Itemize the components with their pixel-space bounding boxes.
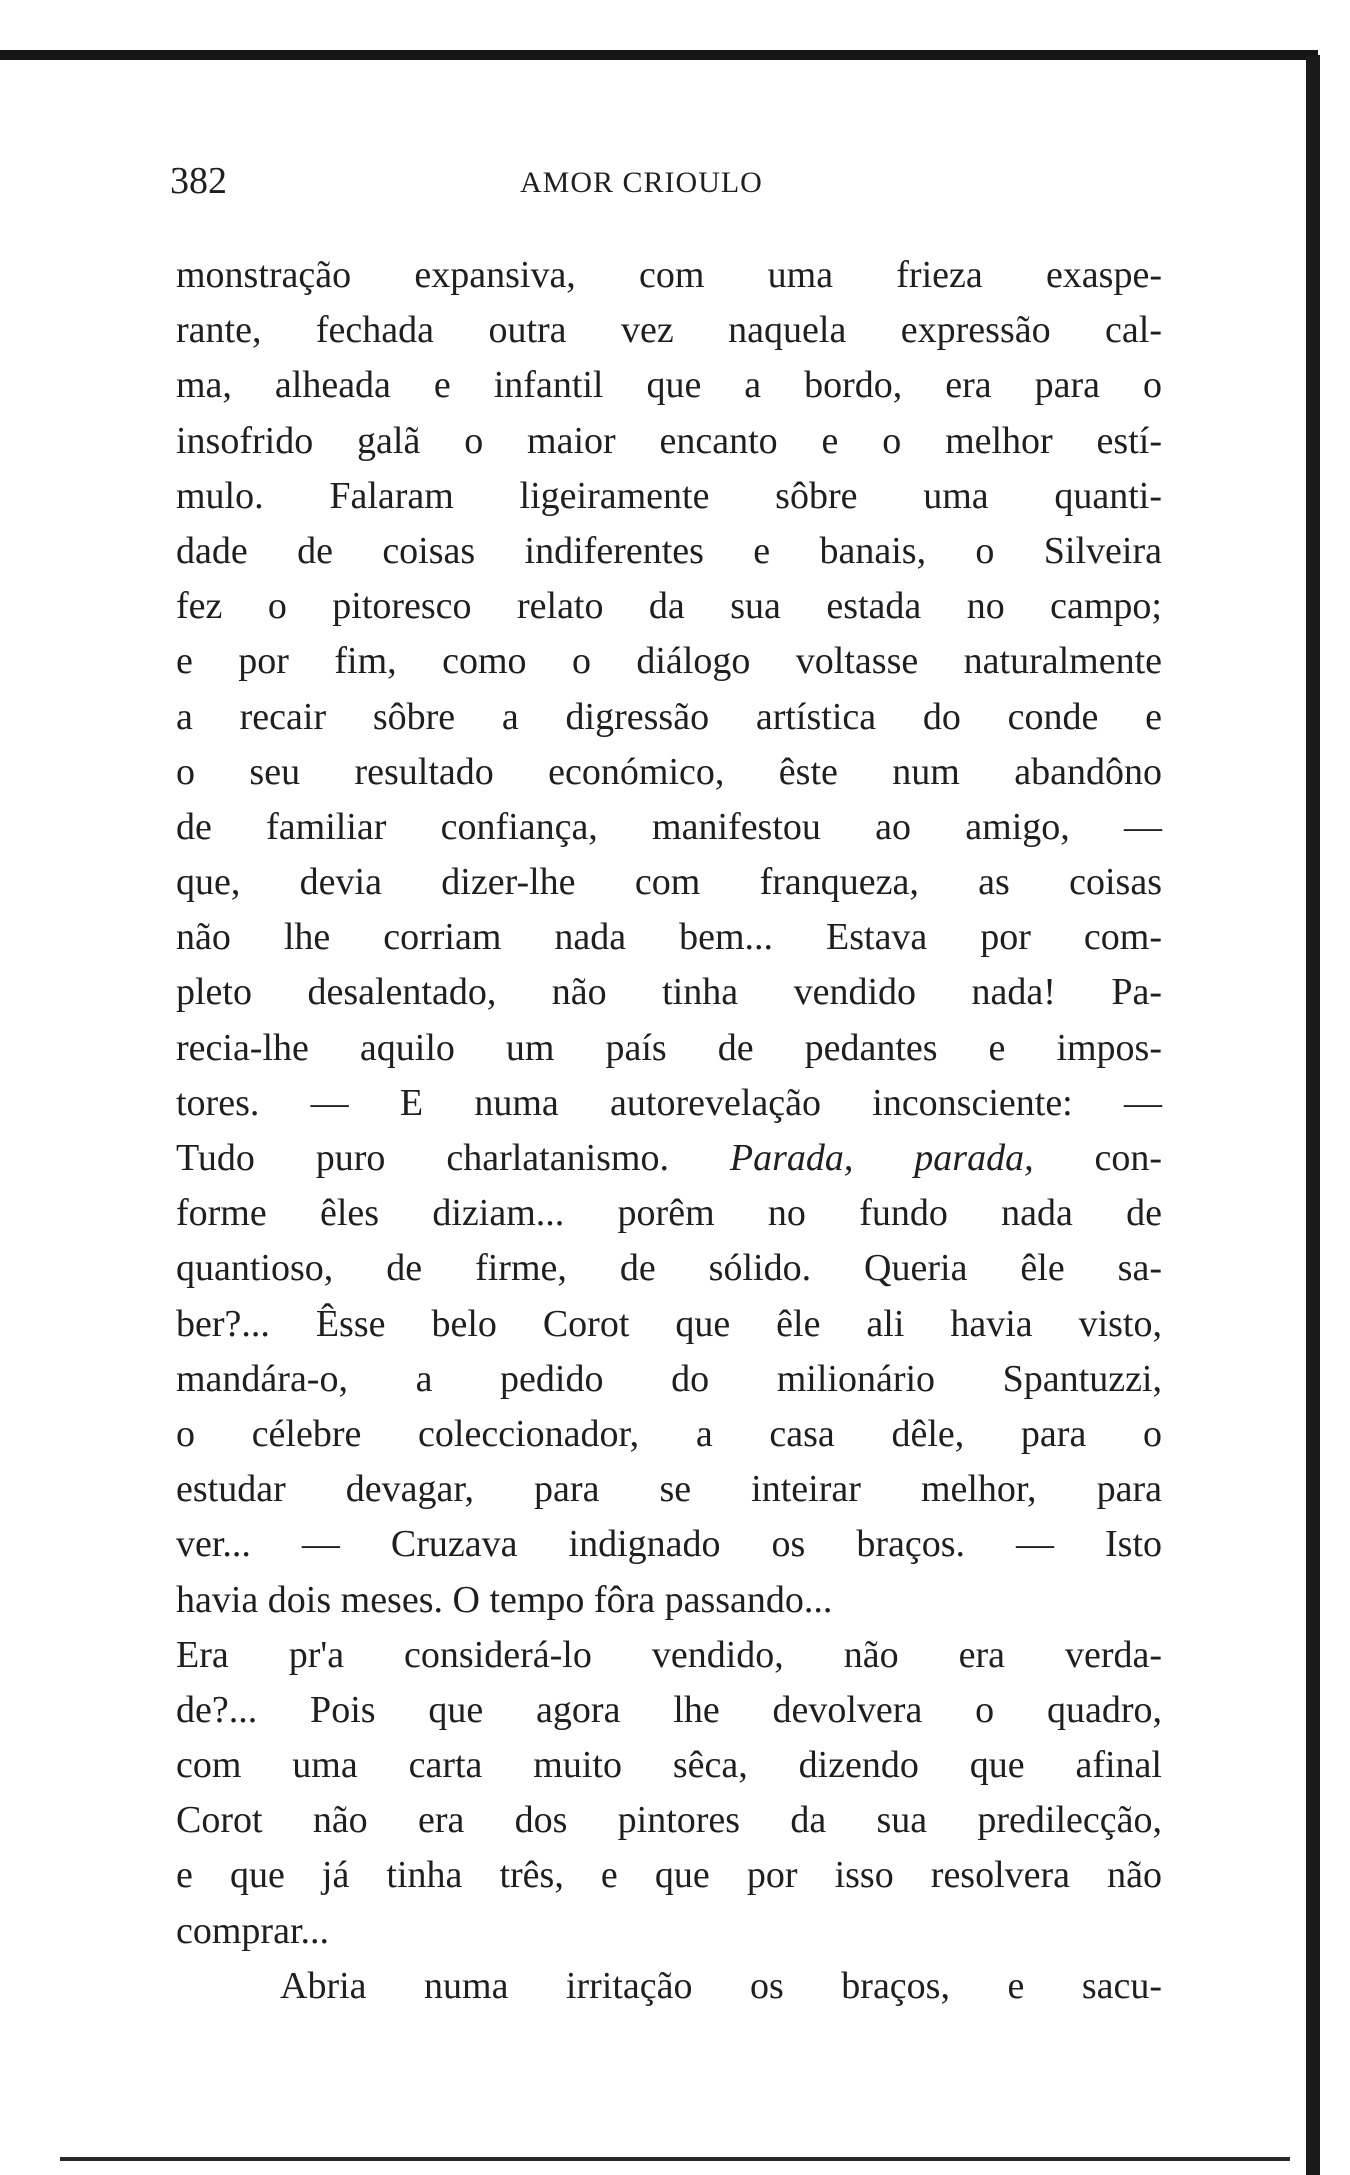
right-page-edge-shadow (1306, 55, 1320, 2175)
text-line: recia-lhe aquilo um país de pedantes e impos- (176, 1026, 1162, 1069)
text-line: Corot não era dos pintores da sua predilecção, (176, 1799, 1162, 1842)
text-line: ma, alheada e infantil que a bordo, era para o (176, 364, 1162, 407)
text-line: e por fim, como o diálogo voltasse naturalmente (176, 640, 1162, 683)
text-line: rante, fechada outra vez naquela expressão cal- (176, 309, 1162, 352)
text-line: fez o pitoresco relato da sua estada no campo; (176, 585, 1162, 628)
top-page-edge-rule (0, 50, 1318, 60)
text-line-with-italic (176, 1131, 1162, 1186)
text-line: Era pr'a considerá-lo vendido, não era verda- (176, 1633, 1162, 1676)
text-line: de?... Pois que agora lhe devolvera o quadro, (176, 1688, 1162, 1731)
text-line: ver... — Cruzava indignado os braços. — Isto (176, 1523, 1162, 1566)
text-line: pleto desalentado, não tinha vendido nada! Pa- (176, 971, 1162, 1014)
text-line-paragraph-start: Abria numa irritação os braços, e sacu- (280, 1964, 1162, 2007)
italic-text-run: Parada, parada, (729, 1137, 1034, 1179)
text-line: dade de coisas indiferentes e banais, o Silveira (176, 529, 1162, 572)
text-line: que, devia dizer-lhe com franqueza, as coisas (176, 861, 1162, 904)
text-line: a recair sôbre a digressão artística do conde e (176, 695, 1162, 738)
text-line: e que já tinha três, e que por isso resolvera não (176, 1854, 1162, 1897)
text-line: quantioso, de firme, de sólido. Queria êle sa- (176, 1247, 1162, 1290)
text-line: mandára-o, a pedido do milionário Spantuzzi, (176, 1357, 1162, 1400)
text-run: Tudo puro charlatanismo. (176, 1137, 730, 1179)
text-line: tores. — E numa autorevelação inconsciente: — (176, 1081, 1162, 1124)
text-line: estudar devagar, para se inteirar melhor, para (176, 1468, 1162, 1511)
text-line: havia dois meses. O tempo fôra passando... (176, 1578, 833, 1621)
text-line: insofrido galã o maior encanto e o melhor estí- (176, 419, 1162, 462)
text-line: com uma carta muito sêca, dizendo que afinal (176, 1744, 1162, 1787)
text-line: o seu resultado económico, êste num abandôno (176, 750, 1162, 793)
text-line: ber?... Êsse belo Corot que êle ali havia visto, (176, 1302, 1162, 1345)
text-run: con- (1033, 1137, 1162, 1179)
body-text (176, 248, 1162, 2014)
page-number: 382 (170, 160, 227, 202)
text-line: mulo. Falaram ligeiramente sôbre uma quanti- (176, 474, 1162, 517)
text-line: monstração expansiva, com uma frieza exaspe- (176, 254, 1162, 296)
text-line: de familiar confiança, manifestou ao amigo, — (176, 805, 1162, 848)
text-line: forme êles diziam... porêm no fundo nada de (176, 1192, 1162, 1235)
text-line: o célebre coleccionador, a casa dêle, para o (176, 1412, 1162, 1455)
book-title: AMOR CRIOULO (520, 166, 763, 199)
running-head (170, 156, 870, 206)
bottom-page-edge-rule (60, 2157, 1290, 2161)
text-line: não lhe corriam nada bem... Estava por com- (176, 916, 1162, 959)
text-line: comprar... (176, 1909, 330, 1952)
